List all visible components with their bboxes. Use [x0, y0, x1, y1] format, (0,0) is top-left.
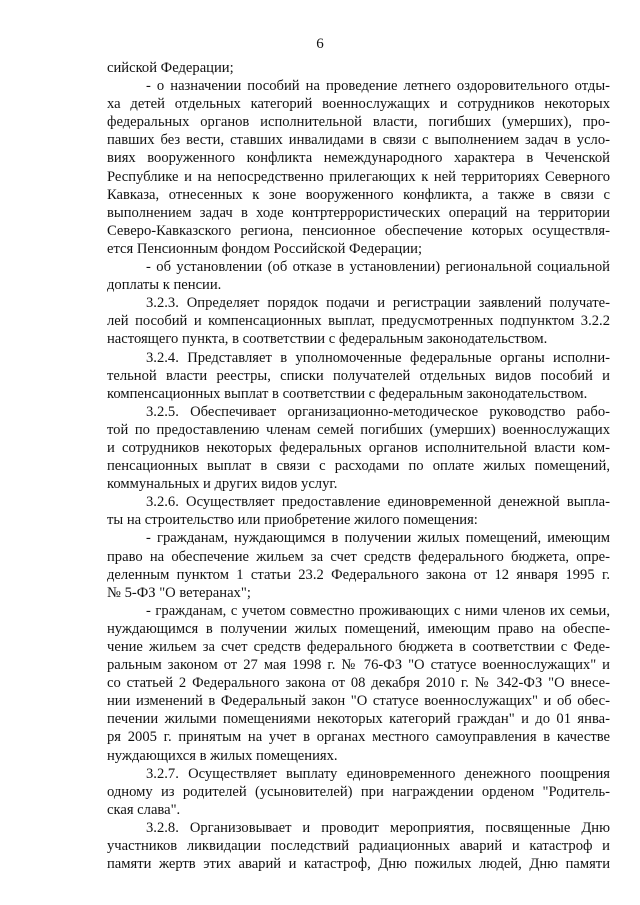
- text-line: той по предоставлению членам семей погибших (умерших) военнослужащих: [107, 421, 610, 438]
- text-line: и сотрудников некоторых федеральных органов исполнительной власти ком-: [107, 439, 610, 456]
- text-line: виях вооруженного конфликта немеждународного характера в Чеченской: [107, 150, 610, 167]
- text-line: павших без вести, ставших инвалидами в связи с выполнением задач в усло-: [107, 132, 610, 149]
- text-line: - гражданам, с учетом совместно проживающих с ними членов их семьи,: [146, 602, 610, 619]
- text-line: ха детей отдельных категорий военнослужащих и сотрудников некоторых: [107, 96, 610, 113]
- text-line: печении жилыми помещениями некоторых категорий граждан" и до 01 янва-: [107, 711, 610, 728]
- text-line: пенсационных выплат в связи с расходами по оплате жилых помещений,: [107, 458, 610, 475]
- text-line: участников ликвидации последствий радиационных аварий и катастроф и: [107, 838, 610, 855]
- text-line: ется Пенсионным фондом Российской Федерации;: [107, 240, 423, 257]
- text-line: 3.2.5. Обеспечивает организационно-методическое руководство рабо-: [146, 403, 610, 420]
- text-line: федеральных органов исполнительной власти, погибших (умерших), про-: [107, 114, 610, 131]
- text-line: чение жильем за счет средств федерального бюджета в соответствии с Феде-: [107, 639, 610, 655]
- text-line: Северо-Кавказского региона, пенсионное обеспечение которых осуществля-: [107, 222, 610, 239]
- text-line: тельной власти реестры, списки получателей отдельных видов пособий и: [107, 367, 610, 384]
- text-line: 3.2.8. Организовывает и проводит мероприятия, посвященные Дню: [146, 819, 610, 836]
- document-body-text: [107, 59, 610, 873]
- text-line: нии изменений в Федеральный закон "О статусе военнослужащих" и об обес-: [107, 693, 610, 710]
- page-number: 6: [316, 36, 324, 52]
- text-line: Кавказа, отнесенных к зоне вооруженного конфликта, а также в связи с: [107, 186, 610, 203]
- text-line: деленным пунктом 1 статьи 23.2 Федерального закона от 12 января 1995 г.: [107, 566, 610, 583]
- text-line: настоящего пункта, в соответствии с федеральным законодательством.: [107, 331, 548, 348]
- text-line: лей пособий и компенсационных выплат, предусмотренных подпунктом 3.2.2: [107, 313, 610, 330]
- text-line: ты на строительство или приобретение жилого помещения:: [107, 512, 478, 529]
- text-line: памяти жертв этих аварий и катастроф, Дню пожилых людей, Дню памяти: [107, 856, 610, 873]
- text-line: доплаты к пенсии.: [107, 277, 222, 294]
- text-line: ральным законом от 27 мая 1998 г. № 76-ФЗ "О статусе военнослужащих" и: [107, 657, 610, 674]
- text-line: Республике и на непосредственно прилегающих к ней территориях Северного: [107, 168, 610, 185]
- text-line: 3.2.7. Осуществляет выплату единовременного денежного поощрения: [146, 765, 610, 782]
- text-line: - о назначении пособий на проведение летнего оздоровительного отды-: [146, 78, 610, 95]
- text-line: нуждающихся в жилых помещениях.: [107, 747, 338, 764]
- text-line: компенсационных выплат в соответствии с федеральным законодательством.: [107, 385, 588, 402]
- text-line: № 5-ФЗ "О ветеранах";: [107, 584, 251, 601]
- text-line: 3.2.6. Осуществляет предоставление единовременной денежной выпла-: [146, 494, 610, 511]
- text-line: сийской Федерации;: [107, 60, 234, 76]
- text-line: ря 2005 г. принятым на учет в органах местного самоуправления в качестве: [107, 729, 610, 746]
- text-line: со статьей 2 Федерального закона от 08 декабря 2010 г. № 342-ФЗ "О внесе-: [107, 675, 610, 692]
- text-line: 3.2.3. Определяет порядок подачи и регистрации заявлений получате-: [146, 295, 610, 312]
- text-line: 3.2.4. Представляет в уполномоченные федеральные органы исполни-: [146, 349, 610, 366]
- text-line: - об установлении (об отказе в установлении) региональной социальной: [146, 259, 610, 276]
- text-line: право на обеспечение жильем за счет средств федерального бюджета, опре-: [107, 548, 610, 565]
- text-line: нуждающимся в получении жилых помещений, имеющим право на обеспе-: [107, 620, 610, 637]
- text-line: одному из родителей (усыновителей) при награждении орденом "Родитель-: [107, 783, 610, 800]
- text-line: коммунальных и других видов услуг.: [107, 476, 338, 493]
- text-line: ская слава".: [107, 801, 181, 818]
- text-line: - гражданам, нуждающимся в получении жилых помещений, имеющим: [146, 530, 610, 547]
- text-line: выполнением задач в ходе контртеррористических операций на территории: [107, 204, 610, 221]
